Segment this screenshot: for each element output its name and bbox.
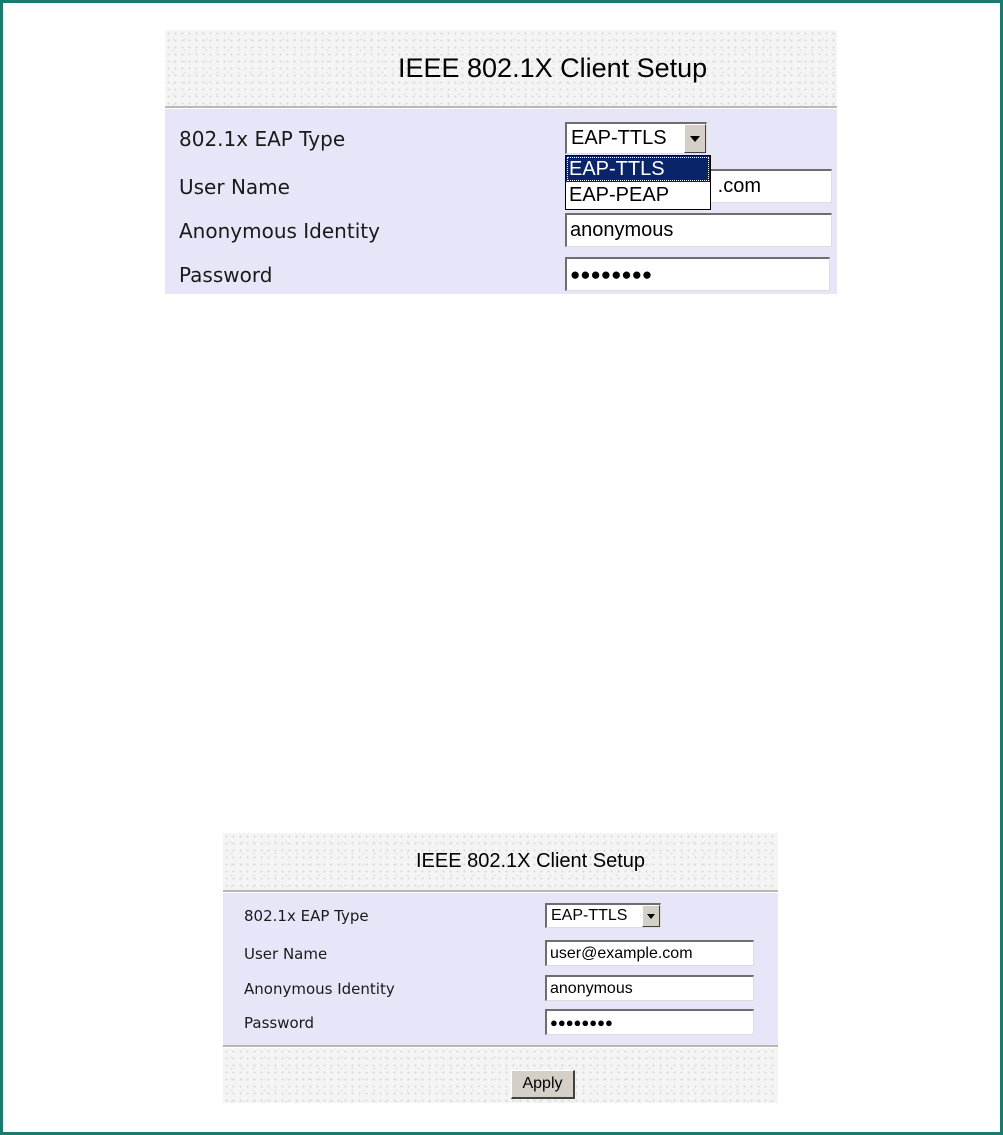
user-name-value: user@example.com xyxy=(550,944,693,962)
password-mask-bottom: ●●●●●●●● xyxy=(550,1015,613,1030)
password-input-bottom[interactable] xyxy=(545,1009,754,1035)
top-header xyxy=(165,30,837,106)
bottom-header xyxy=(223,833,778,890)
user-name-label: User Name xyxy=(179,175,290,199)
eap-type-select[interactable] xyxy=(565,122,707,154)
anonymous-identity-value: anonymous xyxy=(570,219,674,241)
eap-option-peap[interactable]: EAP-PEAP xyxy=(569,184,670,206)
password-label-bottom: Password xyxy=(244,1014,315,1032)
bottom-footer xyxy=(223,1048,778,1103)
password-label: Password xyxy=(179,263,273,287)
anonymous-identity-input[interactable] xyxy=(565,213,832,247)
eap-type-selected-value: EAP-TTLS xyxy=(571,127,667,149)
anonymous-identity-label: Anonymous Identity xyxy=(179,219,380,243)
chevron-down-icon[interactable] xyxy=(642,905,660,927)
apply-button[interactable]: Apply xyxy=(511,1070,575,1099)
anonymous-identity-value-bottom: anonymous xyxy=(550,979,633,997)
anonymous-identity-label-bottom: Anonymous Identity xyxy=(244,980,395,998)
page-title-bottom: IEEE 802.1X Client Setup xyxy=(416,850,646,872)
eap-type-selected-value-bottom: EAP-TTLS xyxy=(551,907,628,924)
bottom-setup-panel xyxy=(223,833,778,1103)
eap-type-dropdown-list xyxy=(565,155,711,210)
chevron-down-icon[interactable] xyxy=(684,124,706,153)
eap-type-label: 802.1x EAP Type xyxy=(179,127,346,151)
user-name-visible-value: .com xyxy=(717,175,761,197)
eap-option-ttls[interactable]: EAP-TTLS xyxy=(566,156,710,182)
user-name-label-bottom: User Name xyxy=(244,945,328,963)
user-name-input-bottom[interactable] xyxy=(545,940,754,966)
top-setup-panel xyxy=(165,30,837,294)
page-title: IEEE 802.1X Client Setup xyxy=(398,52,708,83)
eap-type-select-bottom[interactable] xyxy=(545,903,661,928)
password-mask: ●●●●●●●● xyxy=(570,264,653,284)
eap-type-label-bottom: 802.1x EAP Type xyxy=(244,907,369,925)
password-input[interactable] xyxy=(565,257,830,291)
anonymous-identity-input-bottom[interactable] xyxy=(545,975,754,1001)
